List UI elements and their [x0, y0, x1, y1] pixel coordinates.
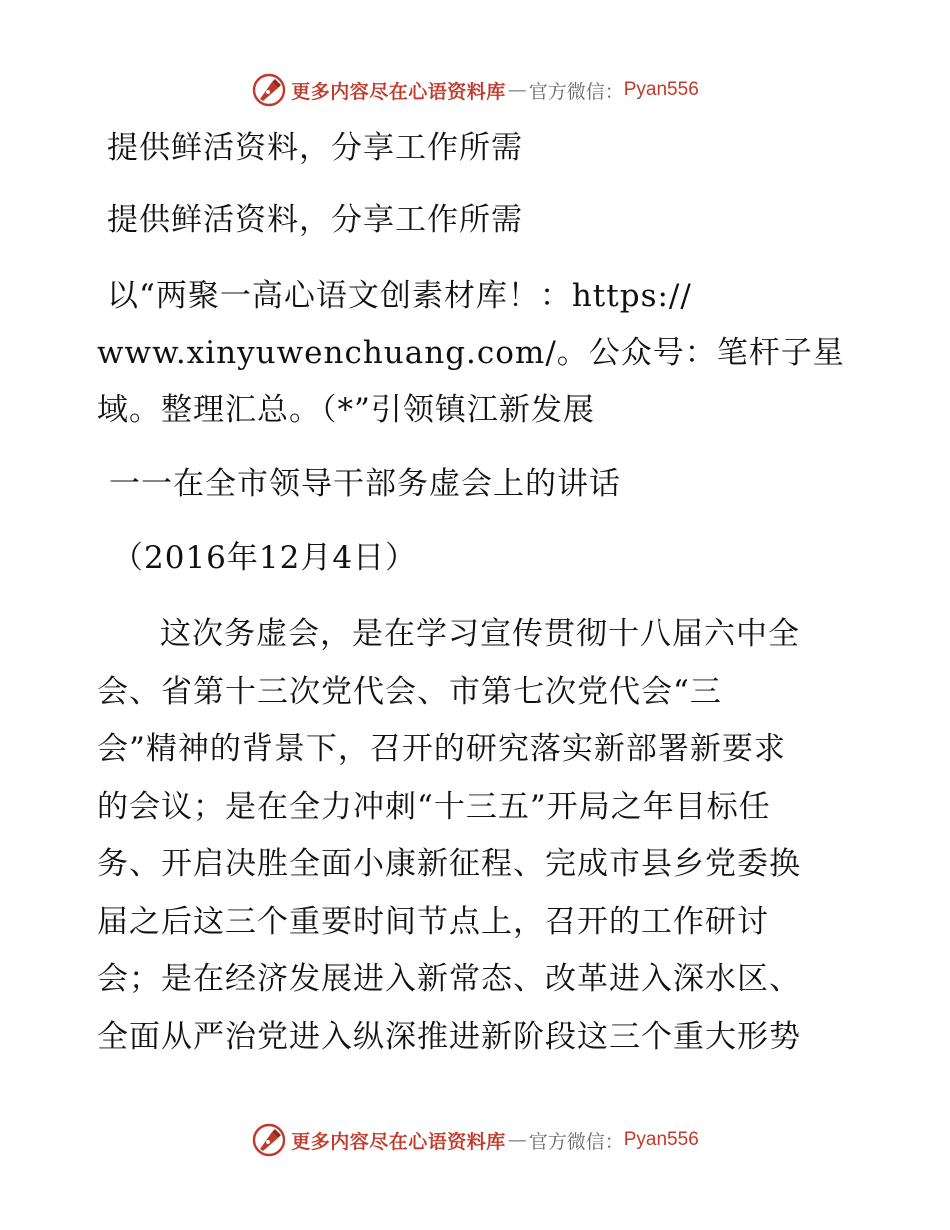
intro-line: 提供鲜活资料，分享工作所需: [107, 130, 523, 166]
header-banner: [0, 70, 950, 110]
source-line: www.xinyuwenchuang.com/。公众号：笔杆子星: [97, 335, 845, 371]
body-line: 的会议；是在全力冲刺“十三五”开局之年目标任: [97, 789, 771, 825]
banner-wechat-id: Pyan556: [623, 79, 699, 100]
banner-dash: —: [507, 1129, 527, 1151]
body-line: 届之后这三个重要时间节点上，召开的工作研讨: [97, 904, 769, 940]
pen-nib-logo-icon: [251, 1122, 287, 1158]
banner-wechat-label: 官方微信：: [528, 1130, 624, 1153]
body-line: 会、省第十三次党代会、市第七次党代会“三: [97, 674, 722, 710]
pen-nib-logo-icon: [251, 72, 287, 108]
speech-subtitle: 一一在全市领导干部务虚会上的讲话: [109, 466, 621, 502]
source-line: 以“两聚一高心语文创素材库！：https://: [107, 278, 692, 314]
banner-title: 更多内容尽在心语资料库: [291, 1130, 506, 1153]
speech-date: （2016年12月4日）: [112, 540, 418, 576]
source-line: 域。整理汇总。（*”引领镇江新发展: [97, 392, 595, 428]
banner-title: 更多内容尽在心语资料库: [291, 80, 506, 103]
banner-wechat-id: Pyan556: [623, 1129, 699, 1150]
body-line: 会；是在经济发展进入新常态、改革进入深水区、: [97, 961, 801, 997]
intro-line: 提供鲜活资料，分享工作所需: [107, 202, 523, 238]
body-line: 会”精神的背景下，召开的研究落实新部署新要求: [97, 731, 786, 767]
banner-dash: —: [507, 79, 527, 101]
body-line: 全面从严治党进入纵深推进新阶段这三个重大形势: [97, 1019, 801, 1055]
body-line: 这次务虚会，是在学习宣传贯彻十八届六中全: [160, 616, 800, 652]
footer-banner: [0, 1120, 950, 1160]
banner-wechat-label: 官方微信：: [528, 80, 624, 103]
body-line: 务、开启决胜全面小康新征程、完成市县乡党委换: [97, 846, 801, 882]
